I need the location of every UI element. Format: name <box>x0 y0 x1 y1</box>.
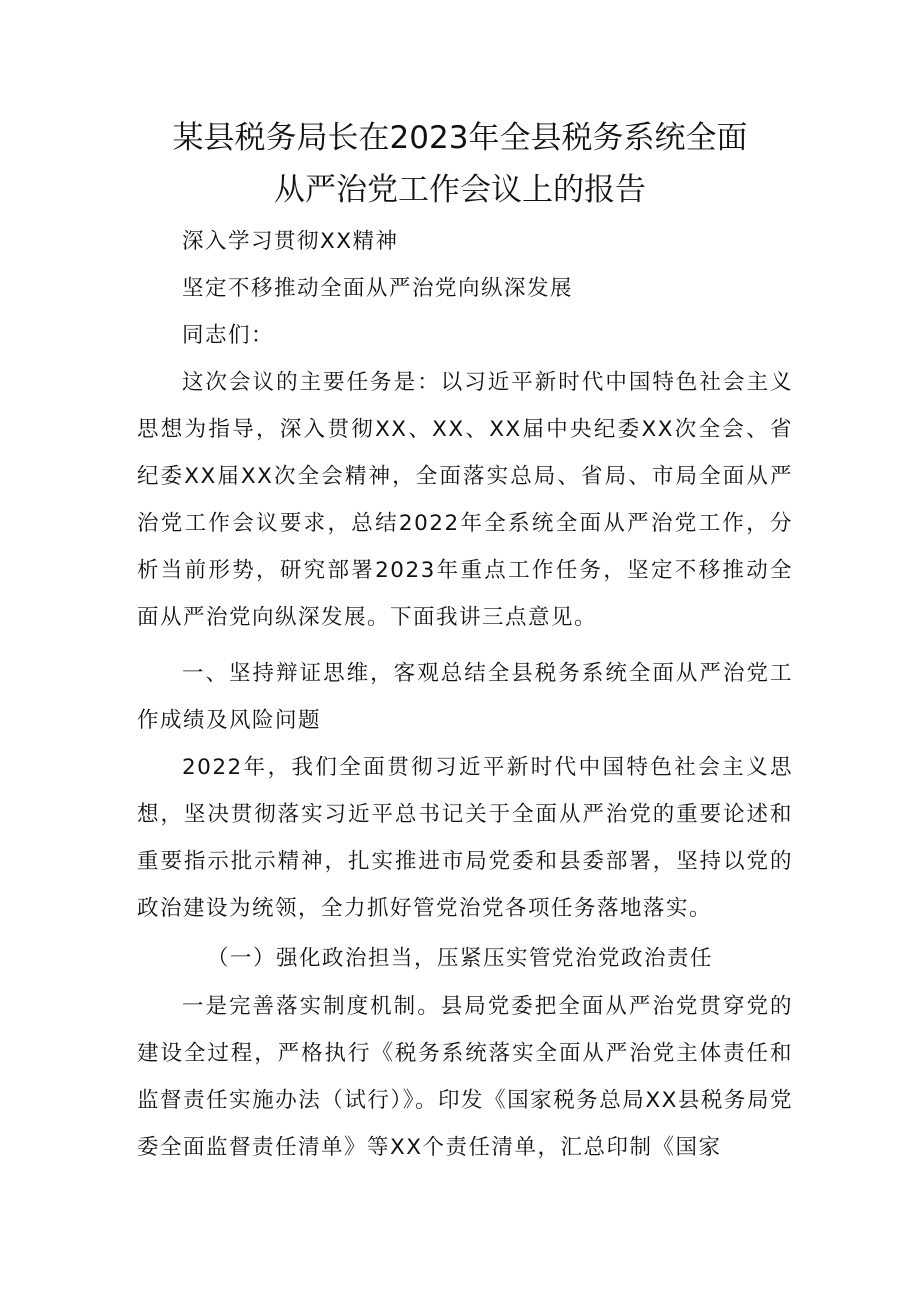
paragraph-3: 一是完善落实制度机制。县局党委把全面从严治党贯穿党的建设全过程，严格执行《税务系统落实全面从严治党主体责任和监督责任实施办法（试行）》。印发《国家税务总局XX县税务局党委全面监督责任清单》等XX个责任清单，汇总印制《国家 <box>137 994 793 1160</box>
paragraph-2: 2022年，我们全面贯彻习近平新时代中国特色社会主义思想，坚决贯彻落实习近平总书记关于全面从严治党的重要论述和重要指示批示精神，扎实推进市局党委和县委部署，坚持以党的政治建设为统领，全力抓好管党治党各项任务落地落实。 <box>137 755 793 921</box>
document-title-line-1: 某县税务局长在2023年全县税务系统全面 <box>172 120 748 156</box>
salutation: 同志们： <box>182 323 275 348</box>
subtitle-2: 坚定不移推动全面从严治党向纵深发展 <box>182 276 574 301</box>
subsection-1-heading: （一）强化政治担当，压紧压实管党治党政治责任 <box>207 946 714 971</box>
paragraph-1: 这次会议的主要任务是：以习近平新时代中国特色社会主义思想为指导，深入贯彻XX、XX、XX届中央纪委XX次全会、省纪委XX届XX次全会精神，全面落实总局、省局、市局全面从严治党工作会议要求，总结2022年全系统全面从严治党工作，分析当前形势，研究部署2023年重点工作任务，坚定不移推动全面从严治党向纵深发展。下面我讲三点意见。 <box>137 370 793 630</box>
section-1-heading: 一、坚持辩证思维，客观总结全县税务系统全面从严治党工作成绩及风险问题 <box>137 661 793 733</box>
document-title-line-2: 从严治党工作会议上的报告 <box>274 172 646 208</box>
subtitle-1: 深入学习贯彻XX精神 <box>182 229 399 254</box>
